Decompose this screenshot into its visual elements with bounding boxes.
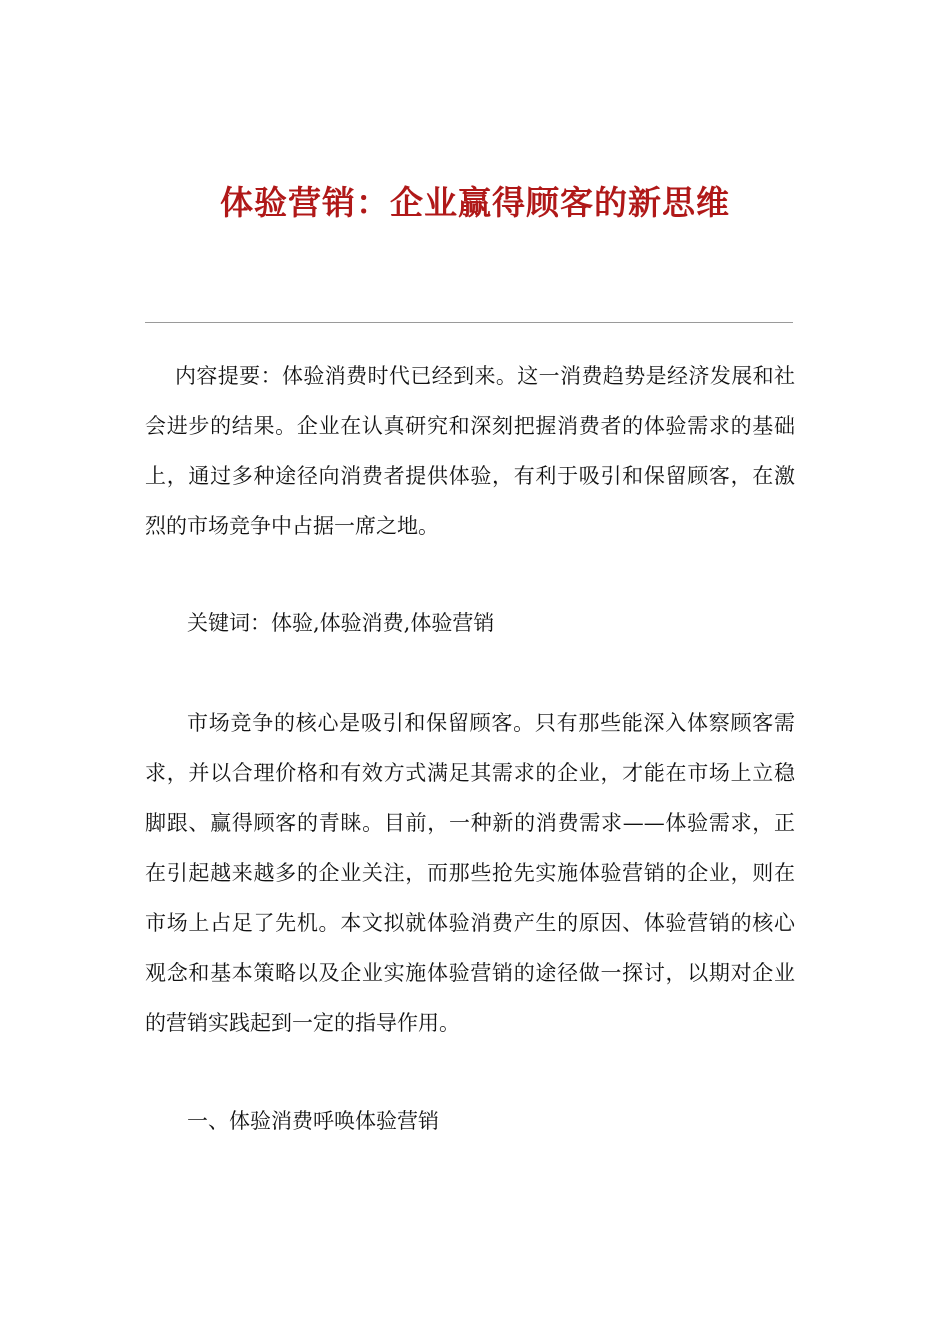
document-title: 体验营销：企业赢得顾客的新思维 (220, 183, 730, 222)
title-divider (145, 322, 793, 323)
abstract-paragraph: 内容提要：体验消费时代已经到来。这一消费趋势是经济发展和社会进步的结果。企业在认真研究和深刻把握消费者的体验需求的基础上，通过多种途径向消费者提供体验，有利于吸引和保留顾客，在激烈的市场竞争中占据一席之地。 (145, 364, 795, 538)
intro-paragraph: 市场竞争的核心是吸引和保留顾客。只有那些能深入体察顾客需求，并以合理价格和有效方式满足其需求的企业，才能在市场上立稳脚跟、赢得顾客的青睐。目前，一种新的消费需求——体验需求，正在引起越来越多的企业关注，而那些抢先实施体验营销的企业，则在市场上占足了先机。本文拟就体验消费产生的原因、体验营销的核心观念和基本策略以及企业实施体验营销的途径做一探讨，以期对企业的营销实践起到一定的指导作用。 (145, 711, 795, 1035)
keywords-line: 关键词：体验,体验消费,体验营销 (187, 611, 495, 635)
section-heading: 一、体验消费呼唤体验营销 (187, 1109, 439, 1133)
